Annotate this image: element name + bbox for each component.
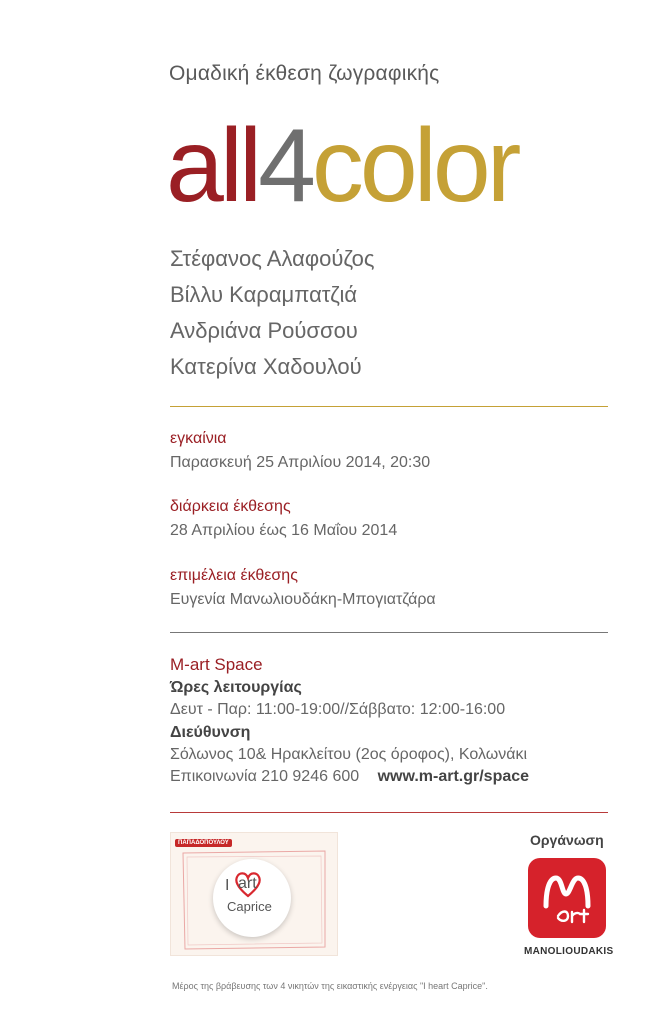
venue-block (170, 655, 529, 786)
artist-name: Στέφανος Αλαφούζος (170, 246, 375, 271)
logo-part-color: color (311, 108, 518, 224)
curation-value: Ευγενία Μανωλιουδάκη-Μπογιατζάρα (170, 591, 436, 608)
divider-red (170, 812, 608, 813)
contact-phone: Επικοινωνία 210 9246 600 (170, 768, 360, 785)
opening-label: εγκαίνια (170, 430, 227, 447)
divider-gold (170, 406, 608, 407)
curation-block (170, 567, 436, 609)
address-value: Σόλωνος 10& Ηρακλείτου (2ος όροφος), Κολωνάκι (170, 746, 527, 763)
contact-line (170, 768, 529, 786)
footnote: Μέρος της βράβευσης των 4 νικητών της εικαστικής ενέργειας "I heart Caprice". (172, 981, 488, 991)
duration-label: διάρκεια έκθεσης (170, 498, 291, 515)
opening-value: Παρασκευή 25 Απριλίου 2014, 20:30 (170, 454, 431, 471)
curation-label: επιμέλεια έκθεσης (170, 567, 298, 584)
address-label: Διεύθυνση (170, 724, 251, 741)
exhibition-subtitle: Ομαδική έκθεση ζωγραφικής (169, 62, 440, 85)
m-art-logo-icon (528, 858, 606, 938)
m-art-logo (528, 858, 606, 938)
sponsor-tab: ΠΑΠΑΔΟΠΟΥΛΟΥ (175, 839, 232, 847)
logo-part-4: 4 (258, 108, 312, 224)
hours-value: Δευτ - Παρ: 11:00-19:00//Σάββατο: 12:00-16:00 (170, 701, 506, 718)
artist-name: Κατερίνα Χαδουλού (170, 354, 362, 379)
venue-name: M-art Space (170, 655, 263, 674)
badge-i: I (225, 877, 230, 894)
heart-caprice-card (170, 832, 338, 956)
duration-block (170, 498, 397, 540)
website-link[interactable]: www.m-art.gr/space (377, 768, 530, 785)
organizer-label: Οργάνωση (530, 832, 604, 848)
hours-label: Ώρες λειτουργίας (170, 679, 302, 696)
opening-block (170, 430, 430, 472)
badge-caprice: Caprice (227, 899, 272, 914)
divider-gray (170, 632, 608, 633)
artist-name: Βίλλυ Καραμπατζιά (170, 282, 358, 307)
artists-list (170, 244, 374, 388)
exhibition-logo (166, 108, 518, 224)
duration-value: 28 Απριλίου έως 16 Μαΐου 2014 (170, 522, 398, 539)
badge-art: art (238, 875, 257, 892)
organizer-name: MANOLIOUDAKIS (524, 946, 614, 957)
logo-part-all: all (166, 108, 259, 224)
artist-name: Ανδριάνα Ρούσσου (170, 318, 358, 343)
caprice-badge (213, 859, 291, 937)
